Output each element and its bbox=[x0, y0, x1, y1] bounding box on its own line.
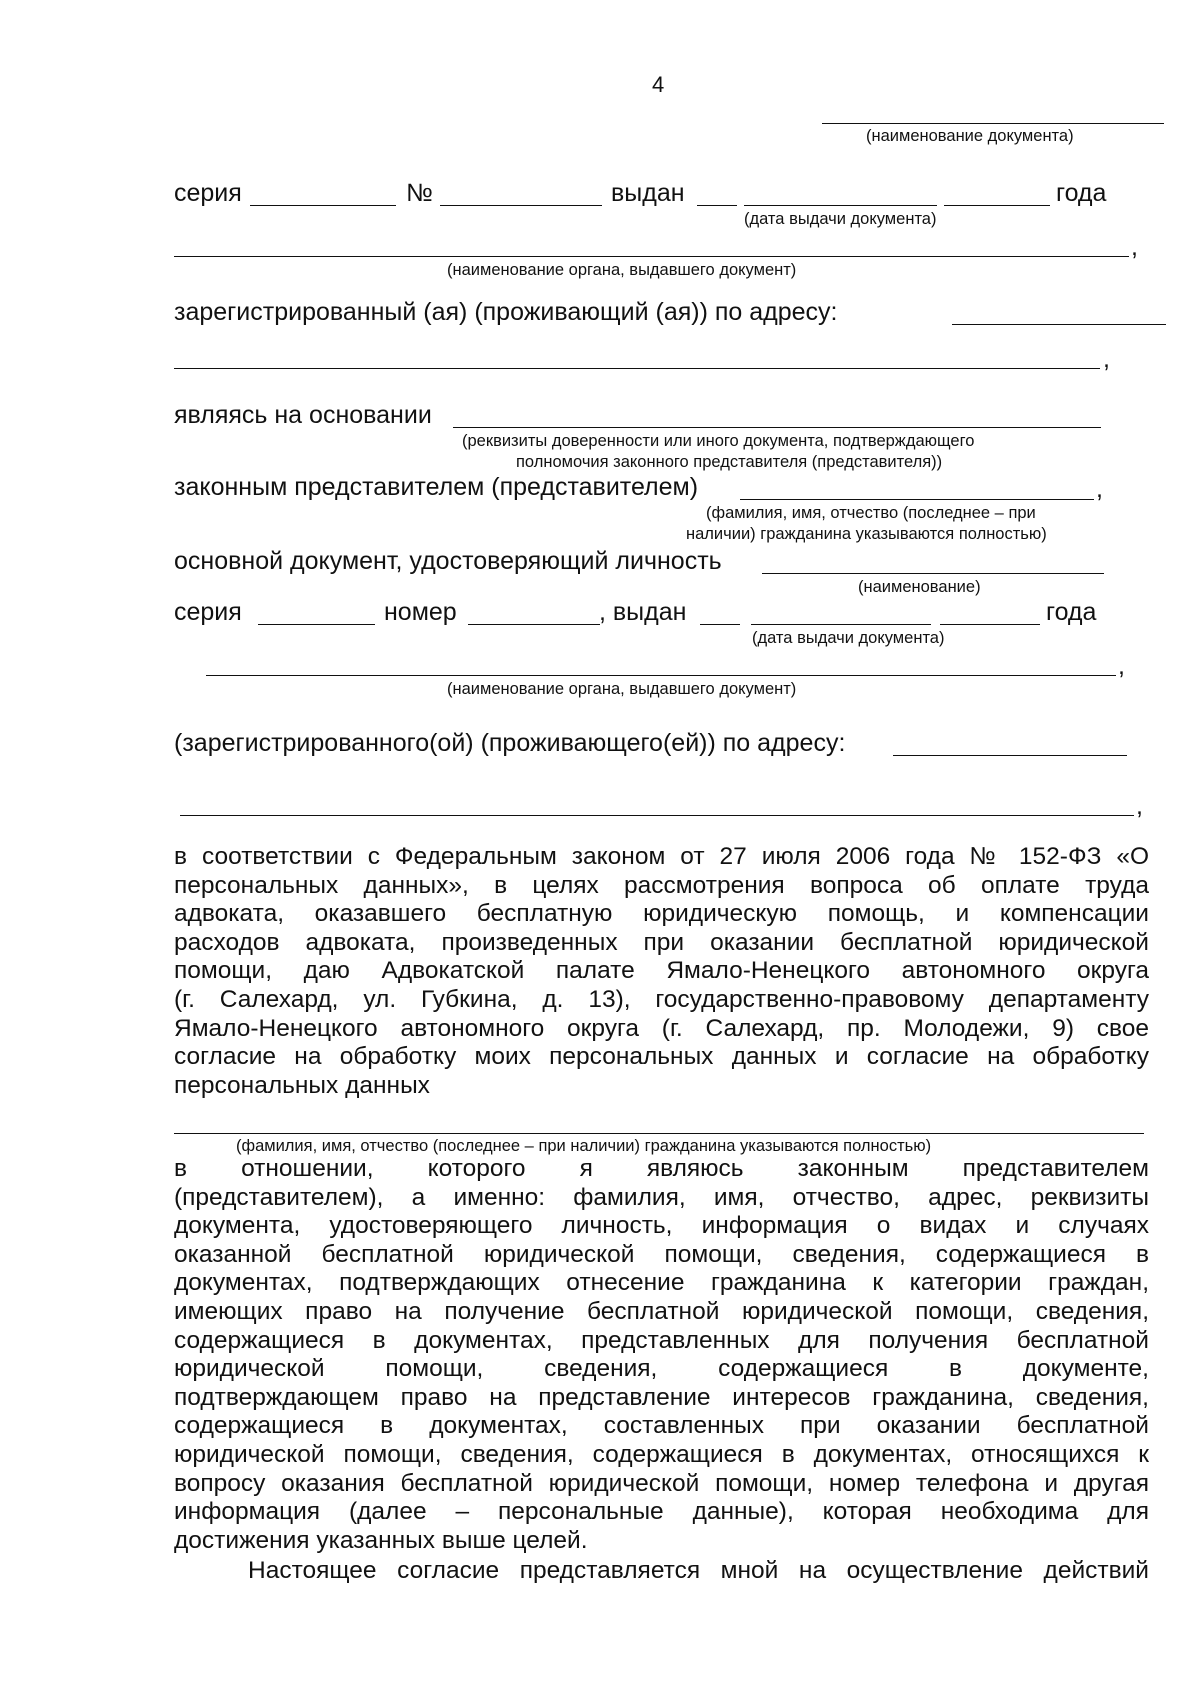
paragraph-line: согласие на обработку моих персональных данных и согласие на обработку bbox=[174, 1043, 1149, 1071]
paragraph-line: Ямало-Ненецкого автономного округа (г. Салехард, пр. Молодежи, 9) свое bbox=[174, 1014, 1149, 1042]
paragraph-line: адвоката, оказавшего бесплатную юридическую помощь, и компенсации bbox=[174, 900, 1149, 928]
issue-year-field-2[interactable] bbox=[940, 624, 1040, 625]
issue-month-field[interactable] bbox=[744, 205, 937, 206]
number-sign-label: № bbox=[406, 179, 433, 207]
paragraph-line: документах, подтверждающих отнесение гражданина к категории граждан, bbox=[174, 1269, 1149, 1297]
paragraph-line: (г. Салехард, ул. Губкина, д. 13), государственно-правовому департаменту bbox=[174, 985, 1149, 1013]
paragraph-line: (представителем), а именно: фамилия, имя, отчество, адрес, реквизиты bbox=[174, 1183, 1149, 1211]
number-label-2: номер bbox=[384, 598, 457, 626]
issue-year-field[interactable] bbox=[944, 205, 1050, 206]
consent-paragraph-3 bbox=[248, 1557, 1149, 1586]
issue-day-field-2[interactable] bbox=[700, 624, 740, 625]
series-label: серия bbox=[174, 179, 242, 207]
year-label-2: года bbox=[1046, 598, 1097, 626]
series-label-2: серия bbox=[174, 598, 242, 626]
paragraph-line: помощи, даю Адвокатской палате Ямало-Ненецкого автономного округа bbox=[174, 957, 1149, 985]
issued-label-2: , выдан bbox=[599, 598, 687, 626]
comma-2: , bbox=[1103, 345, 1110, 373]
issue-date-caption: (дата выдачи документа) bbox=[744, 210, 937, 228]
basis-caption-2: полномочия законного представителя (представителя)) bbox=[516, 453, 943, 471]
representative-label: законным представителем (представителем) bbox=[174, 473, 699, 501]
main-document-field[interactable] bbox=[762, 573, 1104, 574]
issuing-body-caption-2: (наименование органа, выдавшего документ) bbox=[447, 680, 797, 698]
paragraph-line: информация (далее – персональные данные), которая необходима для bbox=[174, 1498, 1149, 1526]
series-field[interactable] bbox=[250, 205, 396, 206]
consent-paragraph-1 bbox=[174, 843, 1149, 1100]
registered-address-field[interactable] bbox=[952, 324, 1166, 325]
registered-address-label: зарегистрированный (ая) (проживающий (ая)) по адресу: bbox=[174, 298, 838, 326]
doc-name-caption: (наименование документа) bbox=[866, 127, 1074, 145]
issue-date-caption-2: (дата выдачи документа) bbox=[752, 629, 945, 647]
page-number: 4 bbox=[652, 72, 665, 97]
registered-address-field-4[interactable] bbox=[180, 815, 1134, 816]
registered-address-field-2[interactable] bbox=[174, 368, 1100, 369]
paragraph-line: юридической помощи, сведения, содержащиеся в документах, относящихся к bbox=[174, 1440, 1149, 1468]
paragraph-line: оказанной бесплатной юридической помощи, сведения, содержащиеся в bbox=[174, 1240, 1149, 1268]
paragraph-line: вопросу оказания бесплатной юридической помощи, номер телефона и другая bbox=[174, 1469, 1149, 1497]
basis-field[interactable] bbox=[453, 427, 1101, 428]
number-field[interactable] bbox=[440, 205, 602, 206]
main-document-label: основной документ, удостоверяющий личность bbox=[174, 547, 722, 575]
doc-name-line bbox=[822, 123, 1164, 124]
comma-3: , bbox=[1096, 475, 1103, 503]
issue-day-field[interactable] bbox=[697, 205, 737, 206]
representative-caption-2: наличии) гражданина указываются полностью) bbox=[686, 525, 1047, 543]
paragraph-line: персональных данных», в целях рассмотрения вопроса об оплате труда bbox=[174, 871, 1149, 899]
citizen-name-field[interactable] bbox=[174, 1133, 1144, 1134]
issuing-body-field[interactable] bbox=[174, 256, 1129, 257]
year-label: года bbox=[1056, 179, 1107, 207]
comma-4: , bbox=[1118, 652, 1125, 680]
comma-5: , bbox=[1136, 792, 1143, 820]
comma-1: , bbox=[1131, 233, 1138, 261]
number-field-2[interactable] bbox=[468, 624, 600, 625]
basis-caption-1: (реквизиты доверенности или иного документа, подтверждающего bbox=[462, 432, 975, 450]
paragraph-line: подтверждающем право на представление интересов гражданина, сведения, bbox=[174, 1383, 1149, 1411]
paragraph-line: содержащиеся в документах, составленных при оказании бесплатной bbox=[174, 1412, 1149, 1440]
paragraph-line: имеющих право на получение бесплатной юридической помощи, сведения, bbox=[174, 1297, 1149, 1325]
paragraph-line: в отношении, которого я являюсь законным представителем bbox=[174, 1155, 1149, 1182]
paragraph-line: расходов адвоката, произведенных при оказании бесплатной юридической bbox=[174, 928, 1149, 956]
citizen-name-caption: (фамилия, имя, отчество (последнее – при наличии) гражданина указываются полностью) bbox=[236, 1137, 932, 1155]
paragraph-line: персональных данных bbox=[174, 1071, 430, 1099]
registered-address-field-3[interactable] bbox=[893, 755, 1127, 756]
paragraph-line: в соответствии с Федеральным законом от 27 июля 2006 года № 152-ФЗ «О bbox=[174, 843, 1149, 870]
issued-label: выдан bbox=[611, 179, 685, 207]
series-field-2[interactable] bbox=[258, 624, 375, 625]
representative-caption-1: (фамилия, имя, отчество (последнее – при bbox=[706, 504, 1036, 522]
issuing-body-caption: (наименование органа, выдавшего документ) bbox=[447, 261, 797, 279]
issuing-body-field-2[interactable] bbox=[206, 675, 1116, 676]
issue-month-field-2[interactable] bbox=[751, 624, 931, 625]
paragraph-line: документа, удостоверяющего личность, информация о видах и случаях bbox=[174, 1212, 1149, 1240]
basis-label: являясь на основании bbox=[174, 401, 432, 429]
registered-address-label-2: (зарегистрированного(ой) (проживающего(ей)) по адресу: bbox=[174, 729, 846, 757]
main-document-caption: (наименование) bbox=[858, 578, 981, 596]
paragraph-line: достижения указанных выше целей. bbox=[174, 1526, 588, 1554]
paragraph-line: содержащиеся в документах, представленных для получения бесплатной bbox=[174, 1326, 1149, 1354]
paragraph-line: юридической помощи, сведения, содержащиеся в документе, bbox=[174, 1355, 1149, 1383]
paragraph-line: Настоящее согласие представляется мной на осуществление действий bbox=[248, 1557, 1149, 1584]
consent-paragraph-2 bbox=[174, 1155, 1149, 1555]
representative-field[interactable] bbox=[740, 499, 1094, 500]
